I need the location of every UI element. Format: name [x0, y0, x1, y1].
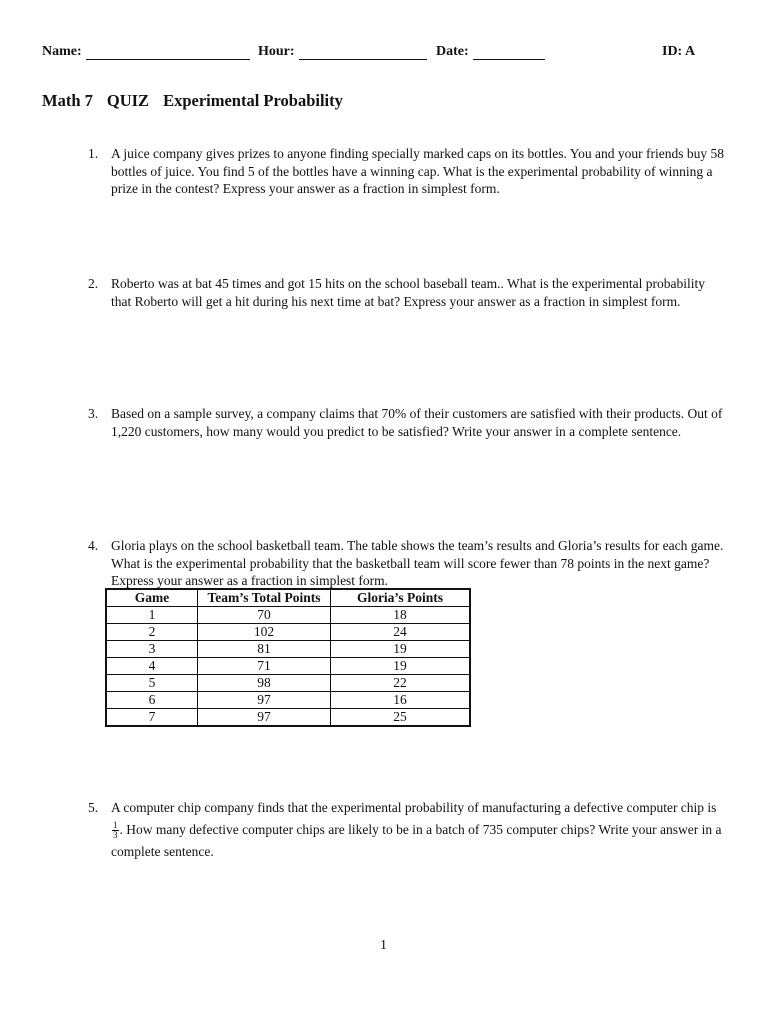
question-number: 4.	[88, 538, 99, 553]
cell-game: 1	[106, 607, 198, 624]
cell-gloria-points: 19	[331, 658, 471, 675]
cell-team-points: 102	[198, 624, 331, 641]
title-kind: QUIZ	[106, 91, 150, 110]
date-blank[interactable]	[473, 45, 545, 60]
table-row	[106, 641, 470, 658]
table-row	[106, 692, 470, 709]
id-label: ID: A	[662, 44, 696, 59]
fraction-one-third	[112, 821, 119, 840]
question-number: 1.	[88, 146, 99, 161]
cell-gloria-points: 25	[331, 709, 471, 727]
page-number: 1	[380, 938, 387, 953]
hour-label: Hour:	[258, 44, 295, 59]
cell-gloria-points: 18	[331, 607, 471, 624]
hour-blank[interactable]	[299, 45, 427, 60]
question-text	[111, 797, 728, 863]
fraction-numerator: 1	[113, 820, 118, 831]
table-row	[106, 607, 470, 624]
cell-gloria-points: 16	[331, 692, 471, 709]
cell-team-points: 70	[198, 607, 331, 624]
question-1	[88, 145, 728, 198]
cell-team-points: 71	[198, 658, 331, 675]
title-topic: Experimental Probability	[163, 91, 343, 110]
column-header-game: Game	[106, 589, 198, 607]
page-title	[42, 91, 357, 111]
question-text: Roberto was at bat 45 times and got 15 hits on the school baseball team.. What is the experimental probability that Roberto will get a hit during his next time at bat? Express your answer as a fraction in simplest form.	[111, 276, 705, 309]
question-text: Gloria plays on the school basketball team. The table shows the team’s results and Gloria’s results for each game. What is the experimental probability that the basketball team will score fewer than 78 points in the next game? Express your answer as a fraction in simplest form.	[111, 538, 724, 588]
fraction-denominator: 3	[113, 830, 118, 841]
question-number: 2.	[88, 276, 99, 291]
name-label: Name:	[42, 44, 82, 59]
question-5	[88, 797, 728, 863]
question-text: A juice company gives prizes to anyone finding specially marked caps on its bottles. You and your friends buy 58 bottles of juice. You find 5 of the bottles have a winning cap. What is the experimental probability of winning a prize in the contest? Express your answer as a fraction in simplest form.	[111, 146, 725, 196]
table-row	[106, 624, 470, 641]
column-header-team-points: Team’s Total Points	[198, 589, 331, 607]
results-table	[105, 588, 471, 727]
date-field	[436, 44, 545, 60]
column-header-gloria-points: Gloria’s Points	[331, 589, 471, 607]
name-blank[interactable]	[86, 45, 250, 60]
title-course: Math 7	[42, 91, 93, 110]
cell-game: 3	[106, 641, 198, 658]
question-number: 3.	[88, 406, 99, 421]
cell-team-points: 81	[198, 641, 331, 658]
question-text-before: A computer chip company finds that the experimental probability of manufacturing a defective computer chip is	[111, 800, 717, 815]
cell-game: 5	[106, 675, 198, 692]
table-header-row	[106, 589, 470, 607]
question-3	[88, 405, 728, 440]
cell-gloria-points: 19	[331, 641, 471, 658]
cell-team-points: 97	[198, 709, 331, 727]
cell-game: 7	[106, 709, 198, 727]
table-row	[106, 709, 470, 727]
question-text-after: . How many defective computer chips are likely to be in a batch of 735 computer chips? Write your answer in a complete sentence.	[111, 822, 722, 859]
cell-game: 6	[106, 692, 198, 709]
cell-game: 2	[106, 624, 198, 641]
question-4	[88, 537, 728, 590]
name-field	[42, 44, 250, 60]
table-row	[106, 675, 470, 692]
cell-gloria-points: 24	[331, 624, 471, 641]
date-label: Date:	[436, 44, 469, 59]
cell-gloria-points: 22	[331, 675, 471, 692]
question-number: 5.	[88, 800, 99, 815]
question-2	[88, 275, 728, 310]
table-row	[106, 658, 470, 675]
question-text: Based on a sample survey, a company claims that 70% of their customers are satisfied with their products. Out of 1,220 customers, how many would you predict to be satisfied? Write your answer in a complete sentence.	[111, 406, 723, 439]
hour-field	[258, 44, 427, 60]
cell-team-points: 97	[198, 692, 331, 709]
header-row	[42, 44, 722, 66]
cell-game: 4	[106, 658, 198, 675]
cell-team-points: 98	[198, 675, 331, 692]
